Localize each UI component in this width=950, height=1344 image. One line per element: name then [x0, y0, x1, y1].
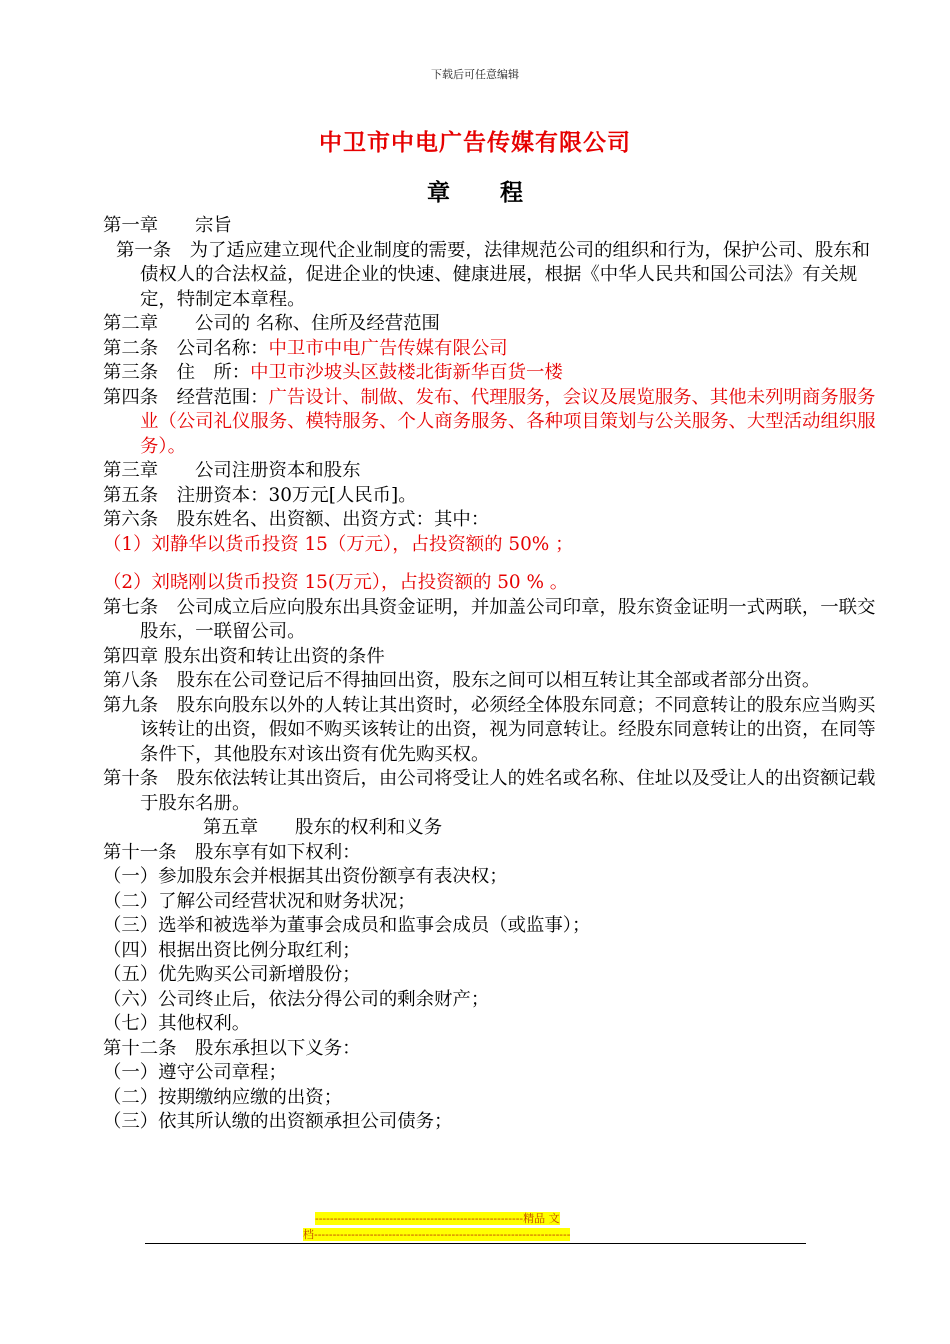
line-value: 中卫市中电广告传媒有限公司 [268, 337, 508, 359]
line-value: 广告设计、制做、发布、代理服务，会议及展览服务、其他未列明商务服务业（公司礼仪服务、模特服务、个人商务服务、各种项目策划与公关服务、大型活动组织服务）。 [140, 386, 876, 457]
footer-watermark [303, 1211, 646, 1243]
document-subtitle: 章程 [427, 180, 573, 206]
document-line: 第一章 宗旨 [103, 215, 232, 236]
footer-line-2: 档--------------------------------------------------------------------- [303, 1228, 571, 1241]
document-line: （二）按期缴纳应缴的出资； [103, 1086, 343, 1108]
line-value: 中卫市沙坡头区鼓楼北街新华百货一楼 [250, 362, 563, 383]
document-line: 第四章 股东出资和转让出资的条件 [103, 645, 385, 667]
document-line: 第十一条 股东享有如下权利： [103, 841, 361, 863]
document-line: 第五章 股东的权利和义务 [203, 817, 443, 838]
document-line [103, 337, 883, 362]
document-line: （二）了解公司经营状况和财务状况； [103, 890, 416, 912]
document-line: 第十二条 股东承担以下义务： [103, 1037, 361, 1059]
document-body [103, 214, 883, 1135]
document-line: 第一条 为了适应建立现代企业制度的需要，法律规范公司的组织和行为，保护公司、股东和债权人的合法权益，促进企业的快速、健康进展，根据《中华人民共和国公司法》有关规定，特制定本章程。 [116, 239, 871, 310]
document-line: 第三章 公司注册资本和股东 [103, 460, 361, 481]
document-line: （一）遵守公司章程； [103, 1062, 287, 1083]
footer-line-1: --------------------------------------------------------精品 文 [315, 1212, 560, 1225]
document-line: （五）优先购买公司新增股份； [103, 964, 361, 985]
document-line: 第十条 股东依法转让其出资后，由公司将受让人的姓名或名称、住址以及受让人的出资额记载于股东名册。 [103, 768, 876, 814]
line-label: 第二条 公司名称： [103, 337, 269, 359]
document-line: 第七条 公司成立后应向股东出具资金证明，并加盖公司印章，股东资金证明一式两联，一联交股东，一联留公司。 [103, 596, 876, 642]
document-line: （1）刘静华以货币投资 15（万元），占投资额的 50% ； [103, 533, 574, 555]
document-line: （三）选举和被选举为董事会成员和监事会成员（或监事）； [103, 915, 591, 936]
header-note: 下载后可任意编辑 [431, 68, 519, 81]
document-line: 第八条 股东在公司登记后不得抽回出资，股东之间可以相互转让其全部或者部分出资。 [103, 670, 821, 691]
bottom-divider [145, 1243, 806, 1244]
document-line: （一）参加股东会并根据其出资份额享有表决权； [103, 866, 508, 887]
document-line: （七）其他权利。 [103, 1013, 251, 1034]
document-line: 第二章 公司的 名称、住所及经营范围 [103, 313, 440, 334]
line-label: 第四条 经营范围： [103, 386, 269, 408]
document-line: 第五条 注册资本：30万元[人民币]。 [103, 484, 417, 506]
document-line [103, 361, 883, 386]
document-line [103, 386, 883, 460]
document-line: （三）依其所认缴的出资额承担公司债务； [103, 1111, 453, 1132]
document-line: （2）刘晓刚以货币投资 15(万元），占投资额的 50 % 。 [103, 572, 569, 593]
document-line: 第九条 股东向股东以外的人转让其出资时，必须经全体股东同意；不同意转让的股东应当购买该转让的出资，假如不购买该转让的出资，视为同意转让。经股东同意转让的出资，在同等条件下，其他股东对该出资有优先购买权。 [103, 694, 876, 765]
document-line: （四）根据出资比例分取红利； [103, 939, 361, 961]
document-line: 第六条 股东姓名、出资额、出资方式：其中： [103, 509, 490, 530]
document-line: （六）公司终止后，依法分得公司的剩余财产； [103, 988, 490, 1010]
line-label: 第三条 住 所： [103, 362, 251, 383]
document-title: 中卫市中电广告传媒有限公司 [319, 130, 631, 156]
